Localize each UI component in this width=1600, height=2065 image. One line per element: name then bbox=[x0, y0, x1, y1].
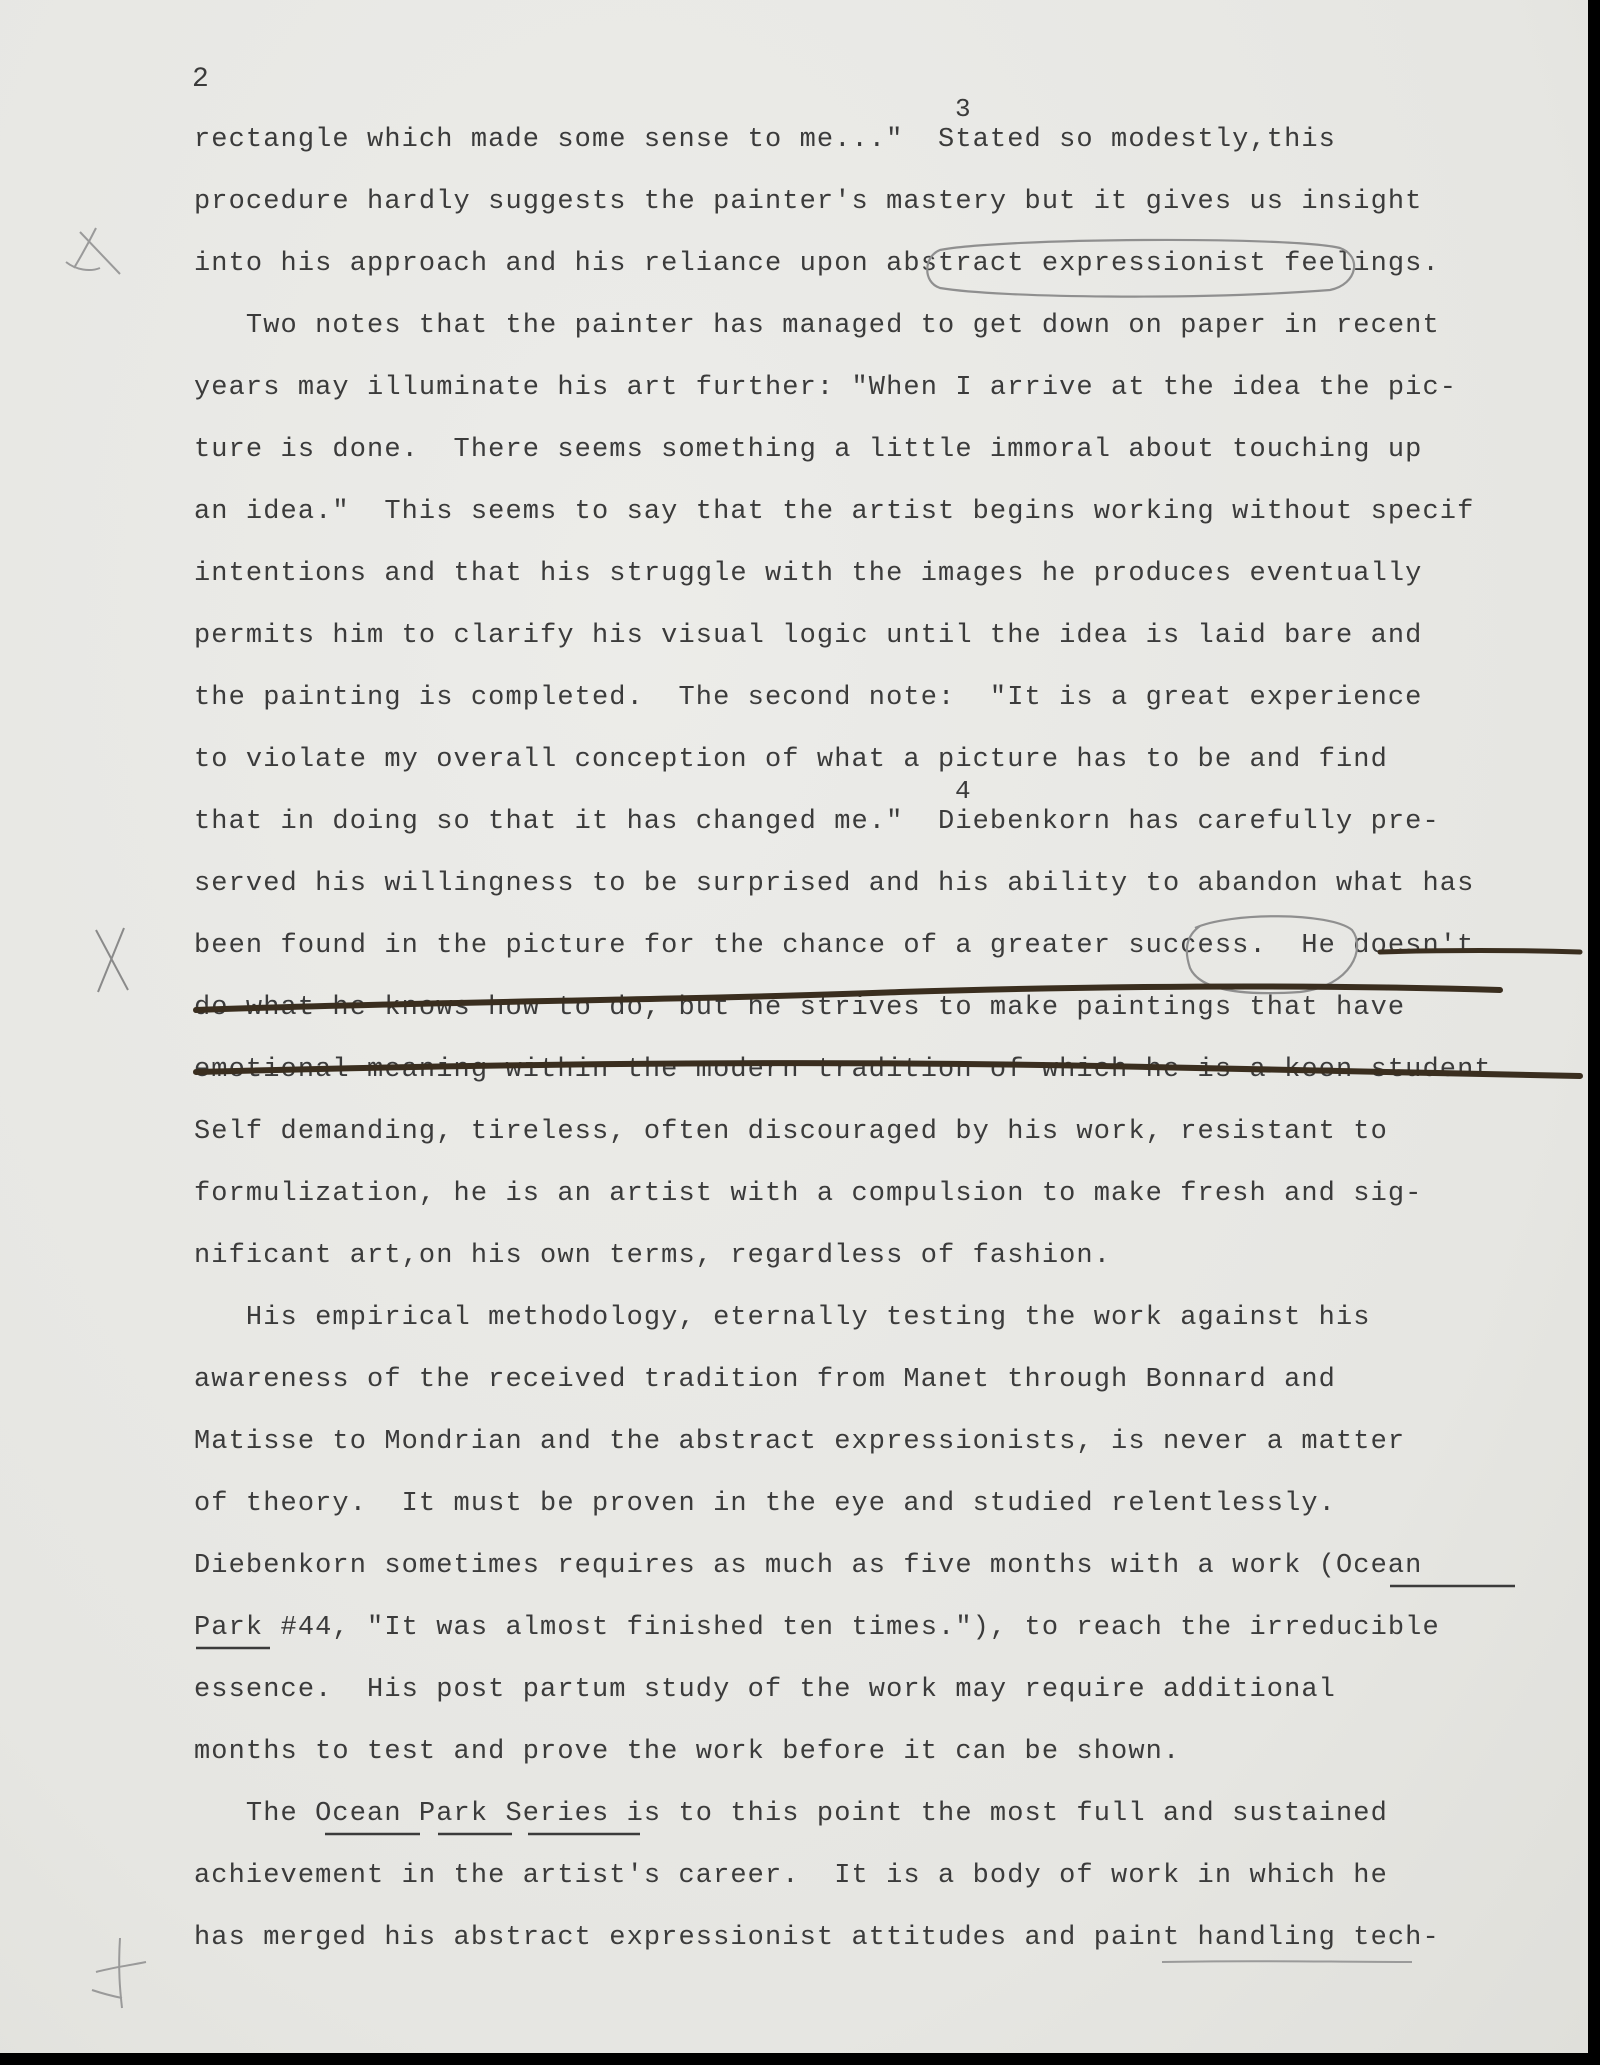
text-line-12: that in doing so that it has changed me." Diebenkorn has carefully pre- bbox=[194, 807, 1440, 837]
text-line-27: months to test and prove the work before it can be shown. bbox=[194, 1737, 1181, 1767]
text-line-23: of theory. It must be proven in the eye and studied relentlessly. bbox=[194, 1489, 1336, 1519]
page-number: 2 bbox=[192, 64, 210, 95]
text-line-5: years may illuminate his art further: "When I arrive at the idea the pic- bbox=[194, 373, 1458, 403]
text-line-6: ture is done. There seems something a little immoral about touching up bbox=[194, 435, 1423, 465]
text-line-30: has merged his abstract expressionist attitudes and paint handling tech- bbox=[194, 1923, 1440, 1953]
text-line-18: formulization, he is an artist with a compulsion to make fresh and sig- bbox=[194, 1179, 1423, 1209]
text-line-8: intentions and that his struggle with the images he produces eventually bbox=[194, 559, 1423, 589]
text-line-10: the painting is completed. The second note: "It is a great experience bbox=[194, 683, 1423, 713]
text-line-20: His empirical methodology, eternally testing the work against his bbox=[194, 1303, 1371, 1333]
text-line-2: procedure hardly suggests the painter's mastery but it gives us insight bbox=[194, 187, 1423, 217]
text-line-21: awareness of the received tradition from Manet through Bonnard and bbox=[194, 1365, 1336, 1395]
text-line-28: The Ocean Park Series is to this point the most full and sustained bbox=[194, 1799, 1388, 1829]
text-line-17: Self demanding, tireless, often discouraged by his work, resistant to bbox=[194, 1117, 1388, 1147]
text-line-16: emotional meaning within the modern tradition of which he is a keen student. bbox=[194, 1055, 1509, 1085]
text-line-1: rectangle which made some sense to me..." Stated so modestly,this bbox=[194, 125, 1336, 155]
text-line-9: permits him to clarify his visual logic until the idea is laid bare and bbox=[194, 621, 1423, 651]
footnote-marker-3: 3 bbox=[955, 94, 972, 124]
text-line-24: Diebenkorn sometimes requires as much as five months with a work (Ocean bbox=[194, 1551, 1423, 1581]
text-line-19: nificant art,on his own terms, regardless of fashion. bbox=[194, 1241, 1112, 1271]
text-line-4: Two notes that the painter has managed to get down on paper in recent bbox=[194, 311, 1440, 341]
text-line-15: do what he knows how to do, but he strives to make paintings that have bbox=[194, 993, 1406, 1023]
text-line-14: been found in the picture for the chance of a greater success. He doesn't bbox=[194, 931, 1475, 961]
footnote-marker-4: 4 bbox=[955, 776, 972, 806]
text-line-26: essence. His post partum study of the work may require additional bbox=[194, 1675, 1336, 1705]
text-line-29: achievement in the artist's career. It is a body of work in which he bbox=[194, 1861, 1388, 1891]
text-line-11: to violate my overall conception of what a picture has to be and find bbox=[194, 745, 1388, 775]
text-line-7: an idea." This seems to say that the artist begins working without specif bbox=[194, 497, 1475, 527]
text-line-13: served his willingness to be surprised and his ability to abandon what has bbox=[194, 869, 1475, 899]
text-line-3: into his approach and his reliance upon abstract expressionist feelings. bbox=[194, 249, 1440, 279]
text-line-25: Park #44, "It was almost finished ten times."), to reach the irreducible bbox=[194, 1613, 1440, 1643]
text-line-22: Matisse to Mondrian and the abstract expressionists, is never a matter bbox=[194, 1427, 1406, 1457]
